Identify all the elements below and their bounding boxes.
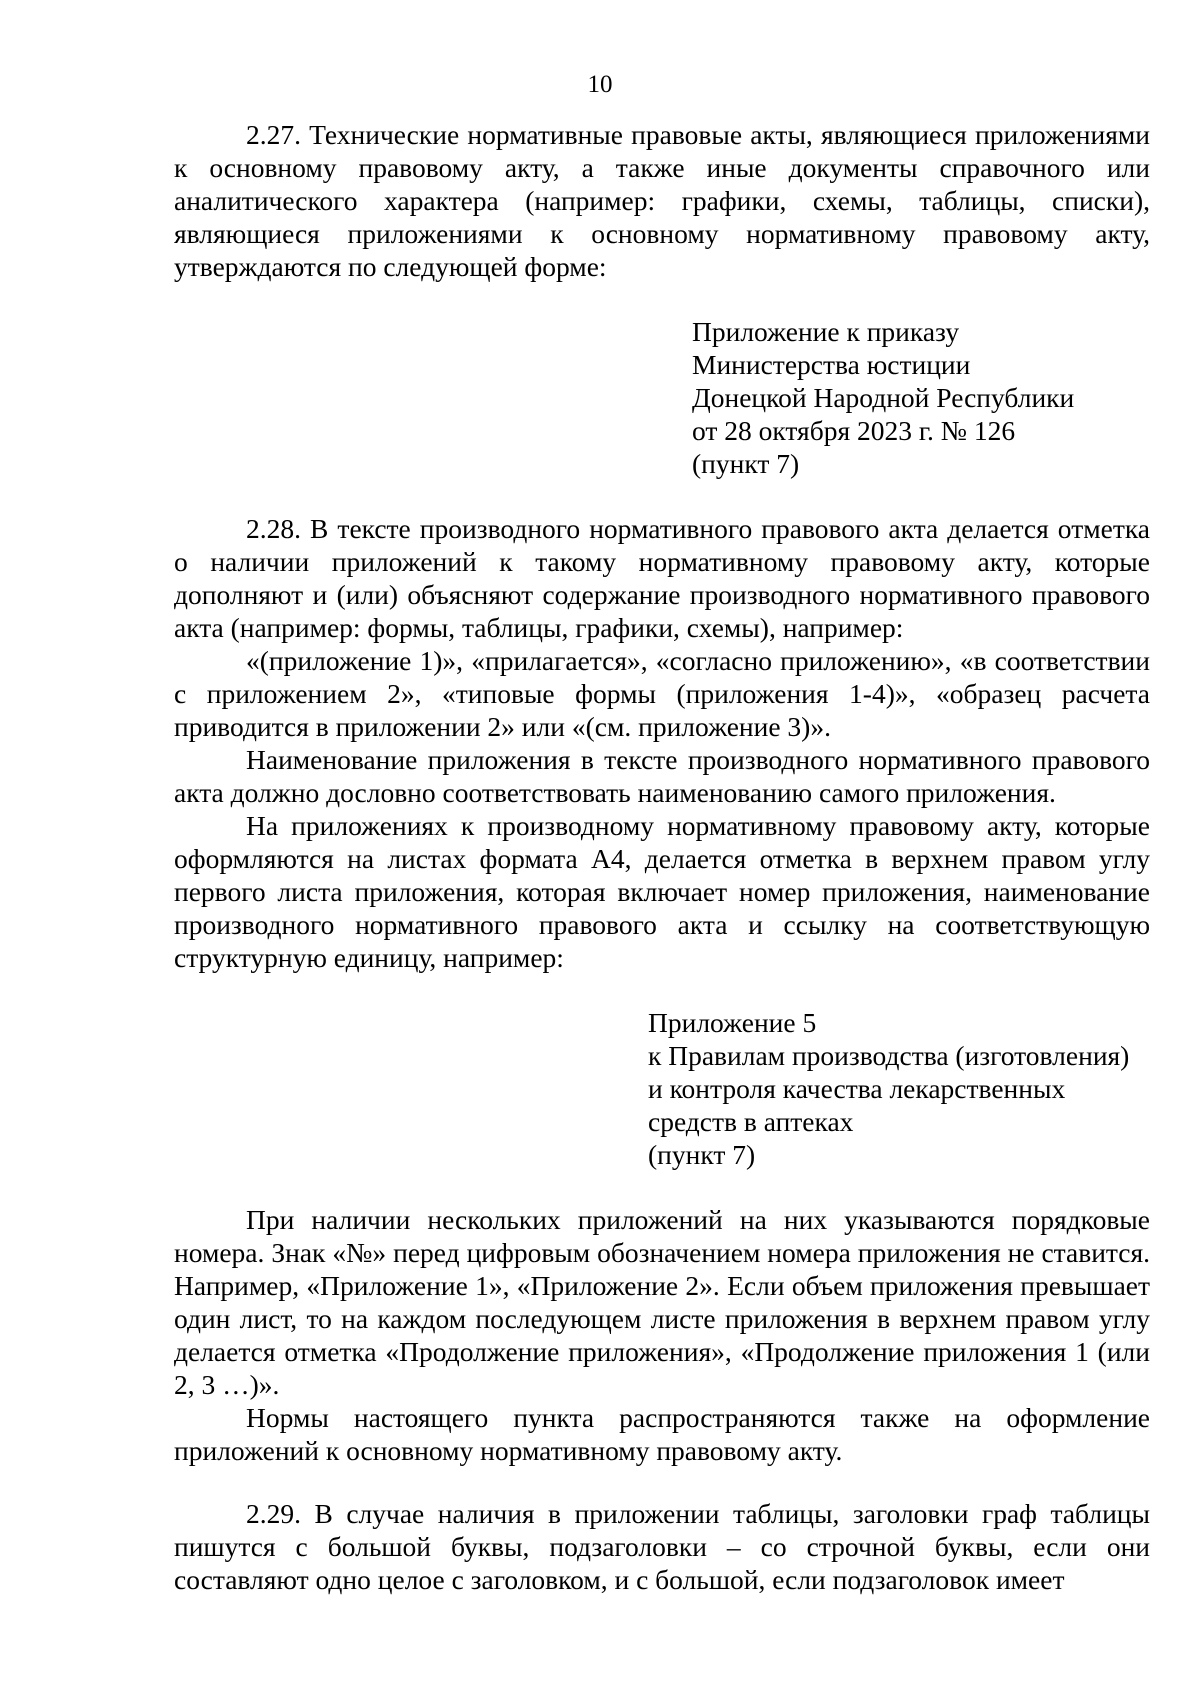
page-number: 10 — [587, 71, 613, 98]
stamp-line: (пункт 7) — [692, 448, 800, 479]
paragraph-naming: Наименование приложения в тексте производного нормативного правового акта должно дословно соответствовать наименованию самого приложения. — [174, 744, 1150, 808]
approval-stamp — [692, 315, 1150, 480]
paragraph-examples: «(приложение 1)», «прилагается», «согласно приложению», «в соответствии с приложением 2», «типовые формы (приложения 1-4)», «образец расчета приводится в приложении 2» или «(см. приложение 3)». — [174, 645, 1150, 742]
paragraph-2-27: 2.27. Технические нормативные правовые акты, являющиеся приложениями к основному правовому акту, а также иные документы справочного или аналитического характера (например: графики, схемы, таблицы, списки), являющиеся приложениями к основному нормативному правовому акту, утверждаются по следующей форме: — [174, 119, 1150, 282]
section-gap — [174, 1467, 1150, 1497]
stamp-line: и контроля качества лекарственных — [648, 1073, 1066, 1104]
appendix-stamp — [648, 1006, 1150, 1171]
stamp-line: (пункт 7) — [648, 1139, 756, 1170]
paragraph-numbering: При наличии нескольких приложений на них указываются порядковые номера. Знак «№» перед цифровым обозначением номера приложения не ставится. Например, «Приложение 1», «Приложение 2». Если объем приложения превышает один лист, то на каждом последующем листе приложения в верхнем правом углу делается отметка «Продолжение приложения», «Продолжение приложения 1 (или 2, 3 …)». — [174, 1204, 1150, 1400]
paragraph-2-29: 2.29. В случае наличия в приложении таблицы, заголовки граф таблицы пишутся с большой буквы, подзаголовки – со строчной буквы, если они составляют одно целое с заголовком, и с большой, если подзаголовок имеет — [174, 1498, 1150, 1595]
stamp-line: Приложение 5 — [648, 1007, 817, 1038]
paragraph-scope: Нормы настоящего пункта распространяются также на оформление приложений к основному нормативному правовому акту. — [174, 1402, 1150, 1466]
paragraph-2-28: 2.28. В тексте производного нормативного правового акта делается отметка о наличии приложений к такому нормативному правовому акту, которые дополняют и (или) объясняют содержание производного нормативного правового акта (например: формы, таблицы, графики, схемы), например: — [174, 513, 1150, 643]
document-body — [174, 118, 1150, 1596]
stamp-line: от 28 октября 2023 г. № 126 — [692, 415, 1016, 446]
stamp-line: к Правилам производства (изготовления) — [648, 1040, 1130, 1071]
stamp-line: Приложение к приказу — [692, 316, 960, 347]
stamp-line: Министерства юстиции — [692, 349, 971, 380]
stamp-line: Донецкой Народной Республики — [692, 382, 1075, 413]
paragraph-a4-mark: На приложениях к производному нормативному правовому акту, которые оформляются на листах формата А4, делается отметка в верхнем правом углу первого листа приложения, которая включает номер приложения, наименование производного нормативного правового акта и ссылку на соответствующую структурную единицу, например: — [174, 810, 1150, 973]
stamp-line: средств в аптеках — [648, 1106, 854, 1137]
